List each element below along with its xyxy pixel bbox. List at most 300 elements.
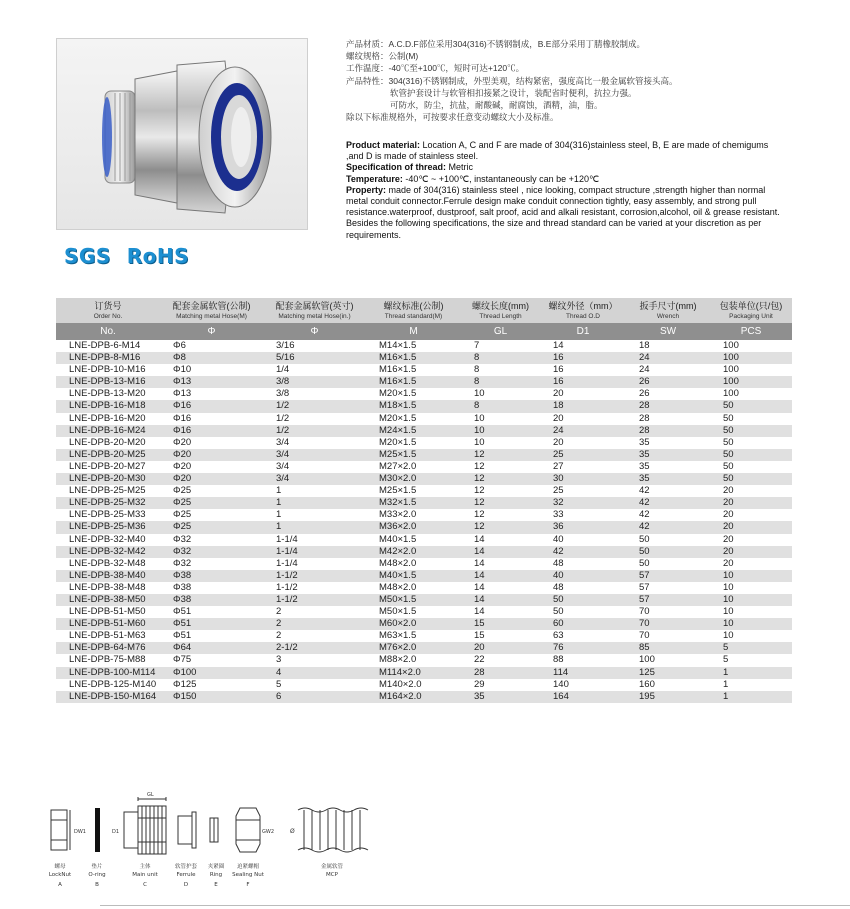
connector-image (57, 39, 307, 229)
table-cell: M24×1.5 (366, 425, 461, 437)
column-header-cn: 配套金属软管(英寸) (275, 300, 354, 311)
table-cell: 15 (461, 618, 540, 630)
table-cell: 48 (553, 557, 564, 569)
locknut-drawing (51, 810, 70, 850)
column-header-cn: 订货号 (94, 300, 122, 311)
table-cell: 26 (639, 388, 650, 400)
table-cell: Φ25 (173, 509, 192, 521)
table-cell: LNE-DPB-51-M60 (56, 618, 160, 630)
table-cell: 3/4 (263, 449, 366, 461)
table-cell: 16 (553, 364, 564, 376)
table-cell: 140 (553, 678, 569, 690)
table-cell: Φ25 (160, 497, 263, 509)
table-cell: 1 (263, 521, 366, 533)
part-d-letter: D (183, 882, 189, 888)
table-cell: LNE-DPB-16-M18 (56, 400, 160, 412)
part-f-en: Sealing Nut (232, 872, 264, 878)
table-row (56, 485, 792, 497)
sgs-logo: SGS (64, 244, 111, 268)
table-cell: LNE-DPB-20-M30 (56, 473, 160, 485)
part-mcp-en: MCP (326, 872, 338, 878)
table-cell: 12 (461, 473, 540, 485)
table-cell: Φ32 (160, 546, 263, 558)
spec-besides: Besides the following specifications, the size and thread standard can be varied at your discretion as per requirements. (346, 218, 762, 240)
table-cell: 70 (639, 630, 650, 642)
table-cell: LNE-DPB-51-M50 (69, 606, 146, 618)
table-cell: 10 (474, 436, 485, 448)
table-cell: 14 (474, 533, 485, 545)
spec-cn-line: 产品特性：304(316)不锈钢制成，外型美观，结构紧密，强度高比一般金属软管接头高。 (346, 75, 678, 86)
table-cell: Φ25 (173, 485, 192, 497)
table-cell: M14×1.5 (379, 340, 417, 351)
table-cell: Φ8 (160, 352, 263, 364)
table-cell: 1-1/4 (276, 533, 298, 545)
metal-hose-drawing (298, 808, 368, 852)
table-cell: LNE-DPB-32-M42 (56, 546, 160, 558)
table-cell: LNE-DPB-38-M40 (56, 570, 160, 582)
table-cell: 5 (276, 678, 282, 690)
table-cell: 50 (553, 606, 564, 618)
table-cell: 20 (723, 485, 734, 497)
table-cell: 1 (276, 485, 282, 497)
table-cell: 26 (626, 376, 710, 388)
table-cell: LNE-DPB-64-M76 (56, 642, 160, 654)
parts-diagram (40, 790, 420, 890)
column-header (710, 298, 792, 323)
table-cell: LNE-DPB-13-M16 (56, 376, 160, 388)
table-cell: LNE-DPB-25-M32 (56, 497, 160, 509)
part-e-cn: 夹紧圈 (207, 864, 225, 870)
table-row (56, 376, 792, 388)
table-cell: 3/4 (276, 436, 290, 448)
table-cell: 14 (474, 606, 485, 618)
table-cell: 35 (461, 691, 540, 703)
table-cell: 63 (553, 630, 564, 642)
table-row (56, 388, 792, 400)
column-header (160, 298, 263, 323)
table-cell: 164 (540, 691, 626, 703)
column-header-cn: 螺纹长度(mm) (472, 300, 529, 311)
table-row (56, 630, 792, 642)
column-code: No. (56, 323, 160, 340)
table-cell: 42 (540, 546, 626, 558)
table-cell: 50 (710, 473, 792, 485)
table-cell: 1-1/2 (263, 570, 366, 582)
table-row (56, 679, 792, 691)
bottom-rule (100, 905, 850, 906)
table-cell: 5 (710, 642, 792, 654)
table-cell: 50 (710, 449, 792, 461)
table-row (56, 606, 792, 618)
part-e-en: Ring (209, 872, 223, 878)
table-cell: 8 (474, 364, 480, 376)
table-cell: 50 (723, 412, 734, 424)
table-cell: 7 (474, 340, 480, 351)
column-code: Φ (160, 323, 263, 340)
table-row (56, 413, 792, 425)
table-cell: M30×2.0 (366, 473, 461, 485)
certification-logos (64, 244, 189, 268)
table-cell: LNE-DPB-32-M40 (69, 533, 146, 545)
column-header-en: Wrench (656, 312, 680, 320)
table-cell: 10 (710, 594, 792, 606)
table-cell: 28 (626, 425, 710, 437)
table-cell: 15 (474, 630, 485, 642)
table-cell: Φ20 (173, 460, 192, 472)
table-cell: 1 (710, 691, 792, 703)
table-cell: M25×1.5 (366, 449, 461, 461)
column-header-en: Packaging Unit (729, 312, 773, 320)
part-b-cn: 垫片 (91, 864, 103, 870)
table-cell: M164×2.0 (366, 691, 461, 703)
column-header-en: Order No. (93, 312, 123, 320)
table-cell: 35 (626, 473, 710, 485)
table-cell: LNE-DPB-51-M63 (69, 630, 146, 642)
part-c-letter: C (143, 882, 147, 888)
table-cell: LNE-DPB-20-M27 (69, 460, 146, 472)
table-cell: 1-1/2 (263, 594, 366, 606)
column-header (263, 298, 366, 323)
part-a-en: LockNut (48, 872, 72, 878)
table-cell: 85 (626, 642, 710, 654)
table-cell: 88 (553, 654, 564, 666)
table-cell: 27 (553, 460, 564, 472)
table-cell: 33 (553, 509, 564, 521)
table-cell: 3/4 (263, 473, 366, 485)
column-header (461, 298, 540, 323)
table-row (56, 449, 792, 461)
table-cell: 125 (626, 667, 710, 679)
table-cell: 18 (639, 340, 650, 351)
table-cell: 28 (639, 412, 650, 424)
table-cell: 1-1/4 (276, 557, 298, 569)
table-header-codes (56, 323, 792, 340)
table-row (56, 497, 792, 509)
table-cell: M32×1.5 (366, 497, 461, 509)
rohs-logo: RoHS (126, 244, 190, 268)
spec-chinese (346, 38, 786, 123)
table-cell: 29 (474, 678, 485, 690)
table-cell: 1/2 (263, 425, 366, 437)
table-cell: Φ13 (173, 388, 192, 400)
table-cell: 3/8 (276, 388, 290, 400)
oring-drawing (95, 808, 100, 852)
table-row (56, 364, 792, 376)
table-cell: Φ16 (160, 400, 263, 412)
column-code: Φ (263, 323, 366, 340)
table-row (56, 582, 792, 594)
table-body (56, 340, 792, 703)
table-cell: 20 (710, 497, 792, 509)
table-cell: 3/16 (276, 340, 295, 351)
column-header (540, 298, 626, 323)
table-cell: 10 (461, 425, 540, 437)
spec-thread: Specification of thread: Metric (346, 162, 474, 173)
table-cell: Φ75 (173, 654, 192, 666)
table-cell: M20×1.5 (379, 436, 417, 448)
table-cell: 20 (553, 388, 564, 400)
table-cell: 12 (474, 485, 485, 497)
column-header-en: Thread Length (479, 312, 522, 320)
spec-temperature: Temperature: -40℃ ~ +100℃, instantaneously can be +120℃ (346, 173, 600, 184)
table-row (56, 400, 792, 412)
spec-property: Property: made of 304(316) stainless steel , nice looking, compact structure ,strength higher than normal metal conduit connector.Ferrule design make conduit connection tightly, easy assembly, and strong pull resistance.waterproof, dustproof, salt proof, acid and alkali resistant, corrosion,alcohol, oil & grease resistant. (346, 184, 780, 218)
table-cell: 35 (639, 460, 650, 472)
table-cell: 57 (626, 570, 710, 582)
table-cell: 16 (540, 352, 626, 364)
table-cell: 25 (540, 449, 626, 461)
table-cell: LNE-DPB-16-M24 (56, 425, 160, 437)
product-photo (56, 38, 308, 230)
table-cell: 1/2 (276, 412, 290, 424)
table-cell: M42×2.0 (366, 546, 461, 558)
table-row (56, 654, 792, 666)
table-cell: Φ64 (160, 642, 263, 654)
table-cell: LNE-DPB-75-M88 (69, 654, 146, 666)
dim-phi: Ø (290, 828, 295, 835)
table-row (56, 558, 792, 570)
table-cell: Φ150 (160, 691, 263, 703)
table-cell: M76×2.0 (366, 642, 461, 654)
table-cell: 10 (723, 581, 734, 593)
table-cell: 20 (710, 546, 792, 558)
table-cell: 14 (461, 570, 540, 582)
table-cell: 10 (474, 412, 485, 424)
table-row (56, 691, 792, 703)
table-cell: 57 (639, 581, 650, 593)
dim-gw2: GW2 (262, 829, 274, 835)
table-cell: 42 (626, 497, 710, 509)
table-cell: 2 (263, 618, 366, 630)
table-cell: M88×2.0 (379, 654, 417, 666)
spec-material: Product material: Location A, C and F are made of 304(316)stainless steel, B, E are made of chemigums ,and D is made of stainless steel. (346, 140, 769, 162)
table-cell: 8 (461, 400, 540, 412)
table-cell: 40 (553, 533, 564, 545)
main-unit-drawing (124, 797, 166, 854)
table-cell: Φ25 (160, 521, 263, 533)
table-cell: LNE-DPB-13-M20 (69, 388, 146, 400)
table-cell: 1-1/4 (263, 546, 366, 558)
table-row (56, 534, 792, 546)
table-cell: 10 (474, 388, 485, 400)
table-cell: 22 (474, 654, 485, 666)
table-cell: 20 (710, 521, 792, 533)
table-cell: 20 (553, 412, 564, 424)
table-cell: Φ38 (160, 594, 263, 606)
table-cell: 1-1/2 (276, 581, 298, 593)
column-code: D1 (540, 323, 626, 340)
table-cell: Φ125 (173, 678, 197, 690)
table-cell: 57 (626, 594, 710, 606)
table-row (56, 642, 792, 654)
table-cell: 1 (723, 678, 729, 690)
table-cell: 60 (540, 618, 626, 630)
table-row (56, 521, 792, 533)
table-cell: 1 (263, 497, 366, 509)
table-cell: 8 (461, 376, 540, 388)
spec-cn-line: 工作温度：-40℃至+100℃，短时可达+120℃。 (346, 63, 525, 74)
table-cell: 5 (723, 654, 729, 666)
table-row (56, 461, 792, 473)
table-cell: LNE-DPB-10-M16 (69, 364, 146, 376)
table-cell: 3/8 (263, 376, 366, 388)
table-cell: 100 (723, 364, 739, 376)
table-cell: Φ16 (160, 425, 263, 437)
column-header-en: Thread O.D (566, 312, 600, 320)
table-cell: M25×1.5 (379, 485, 417, 497)
table-cell: 20 (723, 533, 734, 545)
table-cell: M48×2.0 (379, 557, 417, 569)
table-cell: LNE-DPB-125-M140 (69, 678, 157, 690)
table-cell: 10 (710, 570, 792, 582)
column-header (626, 298, 710, 323)
table-cell: 6 (263, 691, 366, 703)
column-header-cn: 螺纹外径（mm） (548, 300, 618, 311)
part-f-letter: F (246, 882, 250, 888)
table-cell: 18 (540, 400, 626, 412)
table-cell: 70 (639, 606, 650, 618)
table-cell: M48×2.0 (379, 581, 417, 593)
part-c-en: Main unit (132, 872, 158, 878)
table-cell: 32 (540, 497, 626, 509)
table-cell: M36×2.0 (366, 521, 461, 533)
table-cell: 10 (723, 606, 734, 618)
table-cell: Φ10 (173, 364, 192, 376)
spec-cn-line: 产品材质：A.C.D.F部位采用304(316)不锈钢制成，B.E部分采用丁腈橡胶制成。 (346, 39, 645, 49)
table-cell: 24 (540, 425, 626, 437)
table-cell: 3 (276, 654, 282, 666)
dim-gl: GL (147, 792, 154, 798)
table-cell: Φ13 (160, 376, 263, 388)
table-cell: 28 (626, 400, 710, 412)
table-cell: 3/4 (276, 460, 290, 472)
dim-d1: D1 (112, 829, 120, 835)
table-cell: Φ20 (173, 436, 192, 448)
table-cell: 50 (540, 594, 626, 606)
table-cell: 100 (710, 352, 792, 364)
column-code: GL (461, 323, 540, 340)
table-cell: LNE-DPB-20-M25 (56, 449, 160, 461)
table-cell: 14 (461, 546, 540, 558)
table-cell: Φ20 (160, 473, 263, 485)
table-cell: 12 (474, 509, 485, 521)
table-cell: 20 (723, 509, 734, 521)
table-cell: 100 (723, 388, 739, 400)
table-cell: 14 (461, 594, 540, 606)
table-cell: 50 (710, 425, 792, 437)
table-cell: 42 (639, 509, 650, 521)
table-cell: 12 (474, 460, 485, 472)
table-cell: LNE-DPB-32-M48 (69, 557, 146, 569)
table-cell: M18×1.5 (366, 400, 461, 412)
part-d-cn: 软管护套 (174, 864, 198, 870)
column-header-cn: 配套金属软管(公制) (172, 300, 251, 311)
table-row (56, 437, 792, 449)
table-cell: M20×1.5 (379, 412, 417, 424)
table-cell: M16×1.5 (379, 364, 417, 376)
table-cell: M63×1.5 (379, 630, 417, 642)
table-cell: 25 (553, 485, 564, 497)
table-cell: 48 (553, 581, 564, 593)
table-cell: 4 (263, 667, 366, 679)
table-cell: 1/4 (276, 364, 290, 376)
table-cell: Φ32 (173, 557, 192, 569)
table-cell: 24 (626, 352, 710, 364)
table-cell: M50×1.5 (379, 606, 417, 618)
table-cell: M33×2.0 (379, 509, 417, 521)
table-cell: 50 (639, 557, 650, 569)
column-header-cn: 扳手尺寸(mm) (639, 300, 697, 311)
table-cell: Φ51 (173, 606, 192, 618)
table-cell: 70 (626, 618, 710, 630)
table-cell: 100 (710, 376, 792, 388)
table-cell: LNE-DPB-25-M33 (69, 509, 146, 521)
part-a-letter: A (58, 882, 62, 888)
table-cell: Φ6 (173, 340, 186, 351)
dim-dw1: DW1 (74, 829, 86, 835)
table-cell: 40 (540, 570, 626, 582)
sealing-nut-drawing (236, 808, 260, 852)
table-cell: LNE-DPB-8-M16 (56, 352, 160, 364)
table-cell: 24 (639, 364, 650, 376)
table-cell: 20 (723, 557, 734, 569)
table-cell: Φ20 (160, 449, 263, 461)
table-cell: 8 (461, 352, 540, 364)
table-cell: M60×2.0 (366, 618, 461, 630)
table-cell: 28 (461, 667, 540, 679)
table-cell: 14 (474, 581, 485, 593)
table-cell: 50 (710, 400, 792, 412)
table-row (56, 352, 792, 364)
spec-cn-line: 除以下标准规格外，可按要求任意变动螺纹大小及标准。 (346, 112, 559, 123)
ring-drawing (210, 818, 218, 842)
table-cell: M40×1.5 (366, 570, 461, 582)
table-cell: 42 (626, 521, 710, 533)
table-cell: LNE-DPB-25-M36 (56, 521, 160, 533)
table-cell: Φ100 (160, 667, 263, 679)
part-a-cn: 螺母 (54, 864, 66, 870)
column-header-en: Matching metal Hose(in.) (278, 312, 351, 320)
table-cell: 35 (639, 436, 650, 448)
table-cell: 100 (723, 340, 739, 351)
column-code: M (366, 323, 461, 340)
table-cell: 14 (553, 340, 564, 351)
part-e-letter: E (214, 882, 218, 888)
table-header-labels (56, 298, 792, 323)
table-cell: 160 (639, 678, 655, 690)
table-cell: LNE-DPB-38-M48 (69, 581, 146, 593)
table-cell: Φ38 (173, 581, 192, 593)
table-cell: 16 (540, 376, 626, 388)
table-cell: 20 (553, 436, 564, 448)
table-cell: 195 (626, 691, 710, 703)
table-row (56, 594, 792, 606)
table-cell: 12 (461, 497, 540, 509)
table-row (56, 340, 792, 352)
table-cell: 2 (276, 606, 282, 618)
spec-cn-line: 螺纹规格：公制(M) (346, 51, 419, 62)
column-header (56, 298, 160, 323)
part-b-letter: B (95, 882, 99, 888)
table-row (56, 425, 792, 437)
part-f-cn: 迫紧螺帽 (236, 864, 260, 870)
table-cell: 50 (723, 436, 734, 448)
table-cell: LNE-DPB-150-M164 (56, 691, 160, 703)
table-cell: 20 (461, 642, 540, 654)
table-cell: 76 (540, 642, 626, 654)
table-cell: M114×2.0 (366, 667, 461, 679)
column-code: SW (626, 323, 710, 340)
